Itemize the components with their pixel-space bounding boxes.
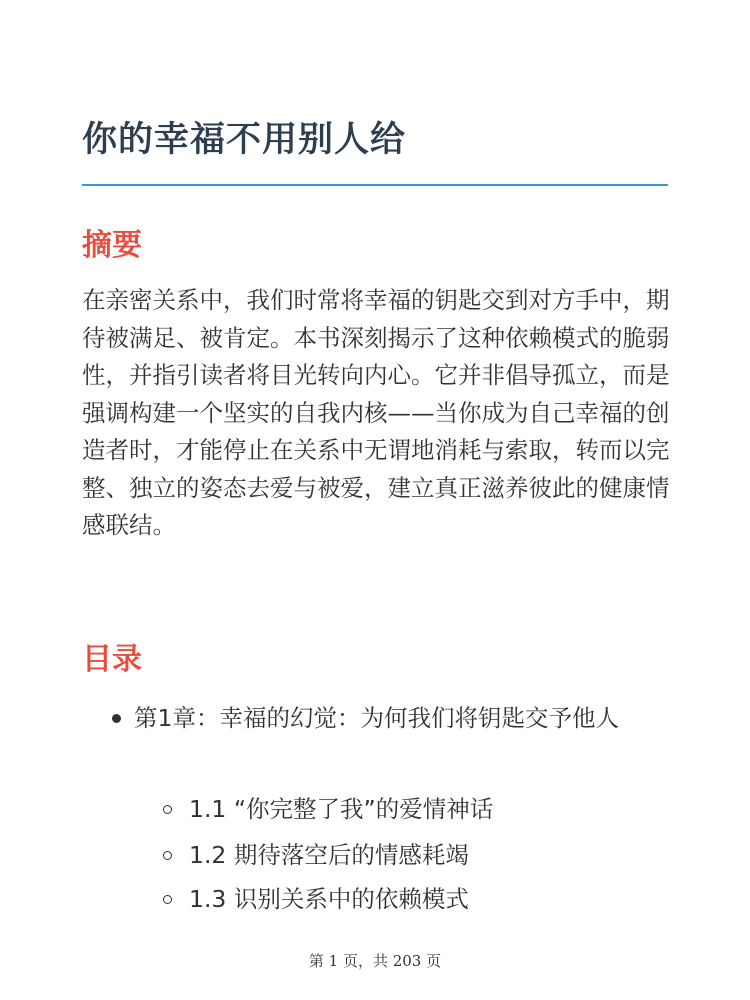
toc-heading: 目录 — [82, 642, 142, 677]
bullet-circle-icon — [163, 851, 172, 860]
toc-chapter-1[interactable]: 第1章：幸福的幻觉：为何我们将钥匙交予他人 — [134, 704, 619, 732]
title-divider — [82, 184, 668, 186]
page-title: 你的幸福不用别人给 — [82, 120, 407, 160]
toc-section-1-2[interactable]: 1.2 期待落空后的情感耗竭 — [189, 841, 469, 869]
toc-section-1-3[interactable]: 1.3 识别关系中的依赖模式 — [189, 885, 469, 913]
bullet-disc-icon — [112, 714, 121, 723]
abstract-heading: 摘要 — [82, 228, 142, 263]
abstract-paragraph: 在亲密关系中，我们时常将幸福的钥匙交到对方手中，期待被满足、被肯定。本书深刻揭示了这种依赖模式的脆弱性，并指引读者将目光转向内心。它并非倡导孤立，而是强调构建一个坚实的自我内核——当你成为自己幸福的创造者时，才能停止在关系中无谓地消耗与索取，转而以完整、独立的姿态去爱与被爱，建立真正滋养彼此的健康情感联结。 — [82, 286, 670, 539]
page-number-footer: 第 1 页，共 203 页 — [308, 952, 442, 970]
bullet-circle-icon — [163, 805, 172, 814]
bullet-circle-icon — [163, 895, 172, 904]
toc-section-1-1[interactable]: 1.1 “你完整了我”的爱情神话 — [189, 795, 494, 823]
